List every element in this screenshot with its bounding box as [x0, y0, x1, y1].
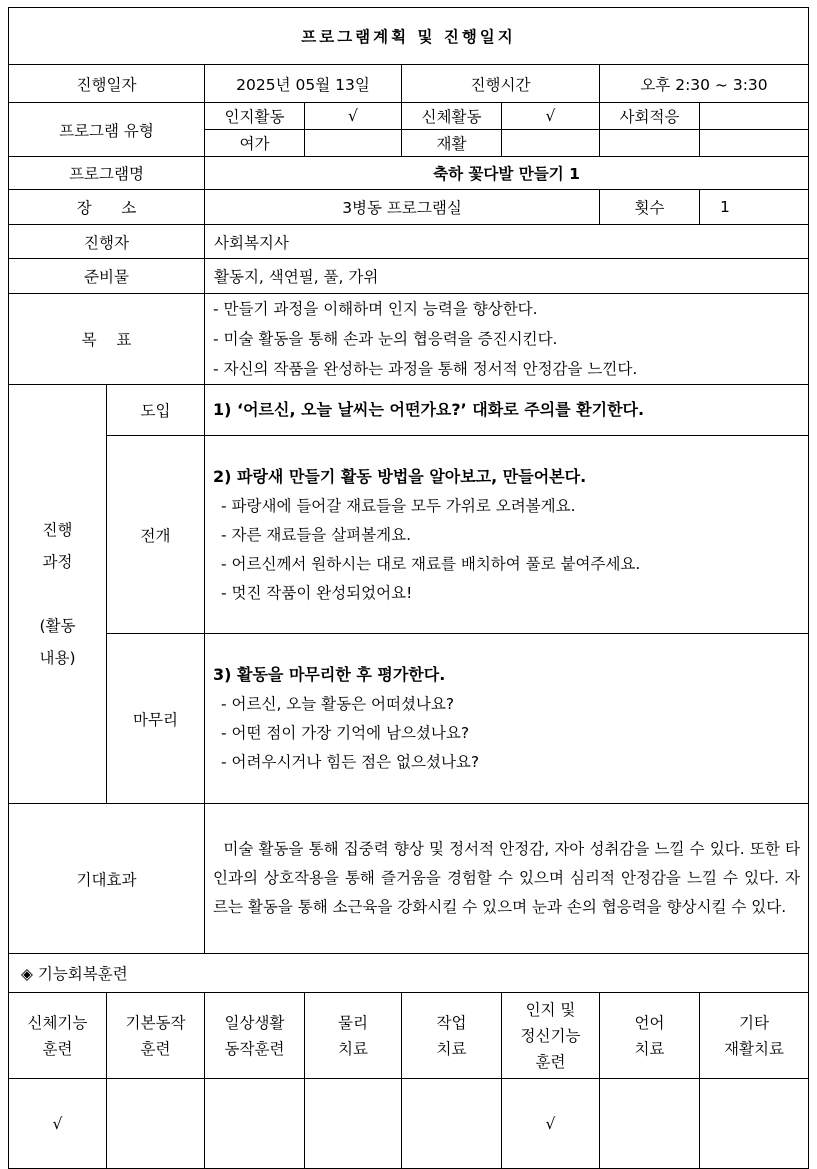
rehab-col-physical-therapy: 물리 치료 [305, 993, 402, 1079]
finish-label: 마무리 [107, 634, 205, 804]
empty-cell [700, 130, 809, 157]
type-check: √ [502, 103, 600, 130]
finish-head: 3) 활동을 마무리한 후 평가한다. [213, 665, 446, 684]
place-value: 3병동 프로그램실 [205, 190, 600, 225]
type-name: 재활 [402, 130, 502, 157]
rehab-check [600, 1079, 700, 1169]
process-label-line: 진행 [42, 521, 73, 539]
rehab-col-physical: 신체기능 훈련 [9, 993, 107, 1079]
goal-item: - 만들기 과정을 이해하며 인지 능력을 향상한다. [213, 300, 538, 318]
develop-label: 전개 [107, 436, 205, 634]
rehab-col-speech-therapy: 언어 치료 [600, 993, 700, 1079]
rehab-check [305, 1079, 402, 1169]
process-label-line: (활동 [39, 617, 76, 635]
date-value: 2025년 05월 13일 [205, 65, 402, 103]
develop-content [205, 436, 809, 634]
rehab-col-other: 기타 재활치료 [700, 993, 809, 1079]
process-label-line [9, 578, 106, 610]
type-name: 여가 [205, 130, 305, 157]
goal-item: - 자신의 작품을 완성하는 과정을 통해 정서적 안정감을 느낀다. [213, 360, 638, 378]
type-check: √ [305, 103, 402, 130]
rehab-section-title: ◈ 기능회복훈련 [9, 954, 809, 993]
rehab-check [205, 1079, 305, 1169]
rehab-col-daily-living: 일상생활 동작훈련 [205, 993, 305, 1079]
rehab-check: √ [9, 1079, 107, 1169]
facilitator-label: 진행자 [9, 225, 205, 259]
materials-label: 준비물 [9, 259, 205, 294]
time-value: 오후 2:30 ~ 3:30 [600, 65, 809, 103]
facilitator-value: 사회복지사 [205, 225, 809, 259]
type-check [305, 130, 402, 157]
program-log-table [8, 7, 809, 1169]
finish-item: - 어떤 점이 가장 기억에 남으셨나요? [221, 724, 470, 742]
type-name: 신체활동 [402, 103, 502, 130]
intro-content [205, 385, 809, 436]
program-name-label: 프로그램명 [9, 157, 205, 190]
develop-head: 2) 파랑새 만들기 활동 방법을 알아보고, 만들어본다. [213, 466, 587, 486]
goals-list [205, 294, 809, 385]
intro-label: 도입 [107, 385, 205, 436]
type-check [700, 103, 809, 130]
type-name: 인지활동 [205, 103, 305, 130]
program-type-label: 프로그램 유형 [9, 103, 205, 157]
count-label: 횟수 [600, 190, 700, 225]
finish-item: - 어르신, 오늘 활동은 어떠셨나요? [221, 695, 455, 713]
intro-head: 1) ‘어르신, 오늘 날씨는 어떤가요?’ 대화로 주의를 환기한다. [213, 400, 645, 419]
process-label-line: 과정 [42, 553, 73, 571]
develop-item: - 파랑새에 들어갈 재료들을 모두 가위로 오려볼게요. [221, 496, 576, 515]
goals-label: 목 표 [9, 294, 205, 385]
rehab-col-cognitive: 인지 및 정신기능 훈련 [502, 993, 600, 1079]
rehab-check [402, 1079, 502, 1169]
effect-text: 미술 활동을 통해 집중력 향상 및 정서적 안정감, 자아 성취감을 느낄 수 있다. 또한 타인과의 상호작용을 통해 즐거움을 경험할 수 있으며 심리적 안정감을 느낄 수 있다. 자르는 활동을 통해 소근육을 강화시킬 수 있으며 눈과 손의 협응력을 향상시킬 수 있다. [205, 804, 809, 954]
effect-label: 기대효과 [9, 804, 205, 954]
type-check [502, 130, 600, 157]
finish-content [205, 634, 809, 804]
page-title: 프로그램계획 및 진행일지 [9, 8, 809, 65]
place-label: 장 소 [9, 190, 205, 225]
empty-cell [600, 130, 700, 157]
rehab-col-occupational-therapy: 작업 치료 [402, 993, 502, 1079]
rehab-col-basic-motion: 기본동작 훈련 [107, 993, 205, 1079]
count-value: 1 [700, 190, 809, 225]
develop-item: - 어르신께서 원하시는 대로 재료를 배치하여 풀로 붙여주세요. [221, 554, 641, 573]
rehab-check [107, 1079, 205, 1169]
program-name-value: 축하 꽃다발 만들기 1 [205, 157, 809, 190]
process-label-line: 내용) [39, 649, 76, 667]
develop-item: - 멋진 작품이 완성되었어요! [221, 583, 413, 602]
materials-value: 활동지, 색연필, 풀, 가위 [205, 259, 809, 294]
date-label: 진행일자 [9, 65, 205, 103]
rehab-check [700, 1079, 809, 1169]
goal-item: - 미술 활동을 통해 손과 눈의 협응력을 증진시킨다. [213, 330, 558, 348]
develop-item: - 자른 재료들을 살펴볼게요. [221, 525, 412, 544]
time-label: 진행시간 [402, 65, 600, 103]
process-label [9, 385, 107, 804]
rehab-check: √ [502, 1079, 600, 1169]
type-name: 사회적응 [600, 103, 700, 130]
finish-item: - 어려우시거나 힘든 점은 없으셨나요? [221, 753, 480, 771]
